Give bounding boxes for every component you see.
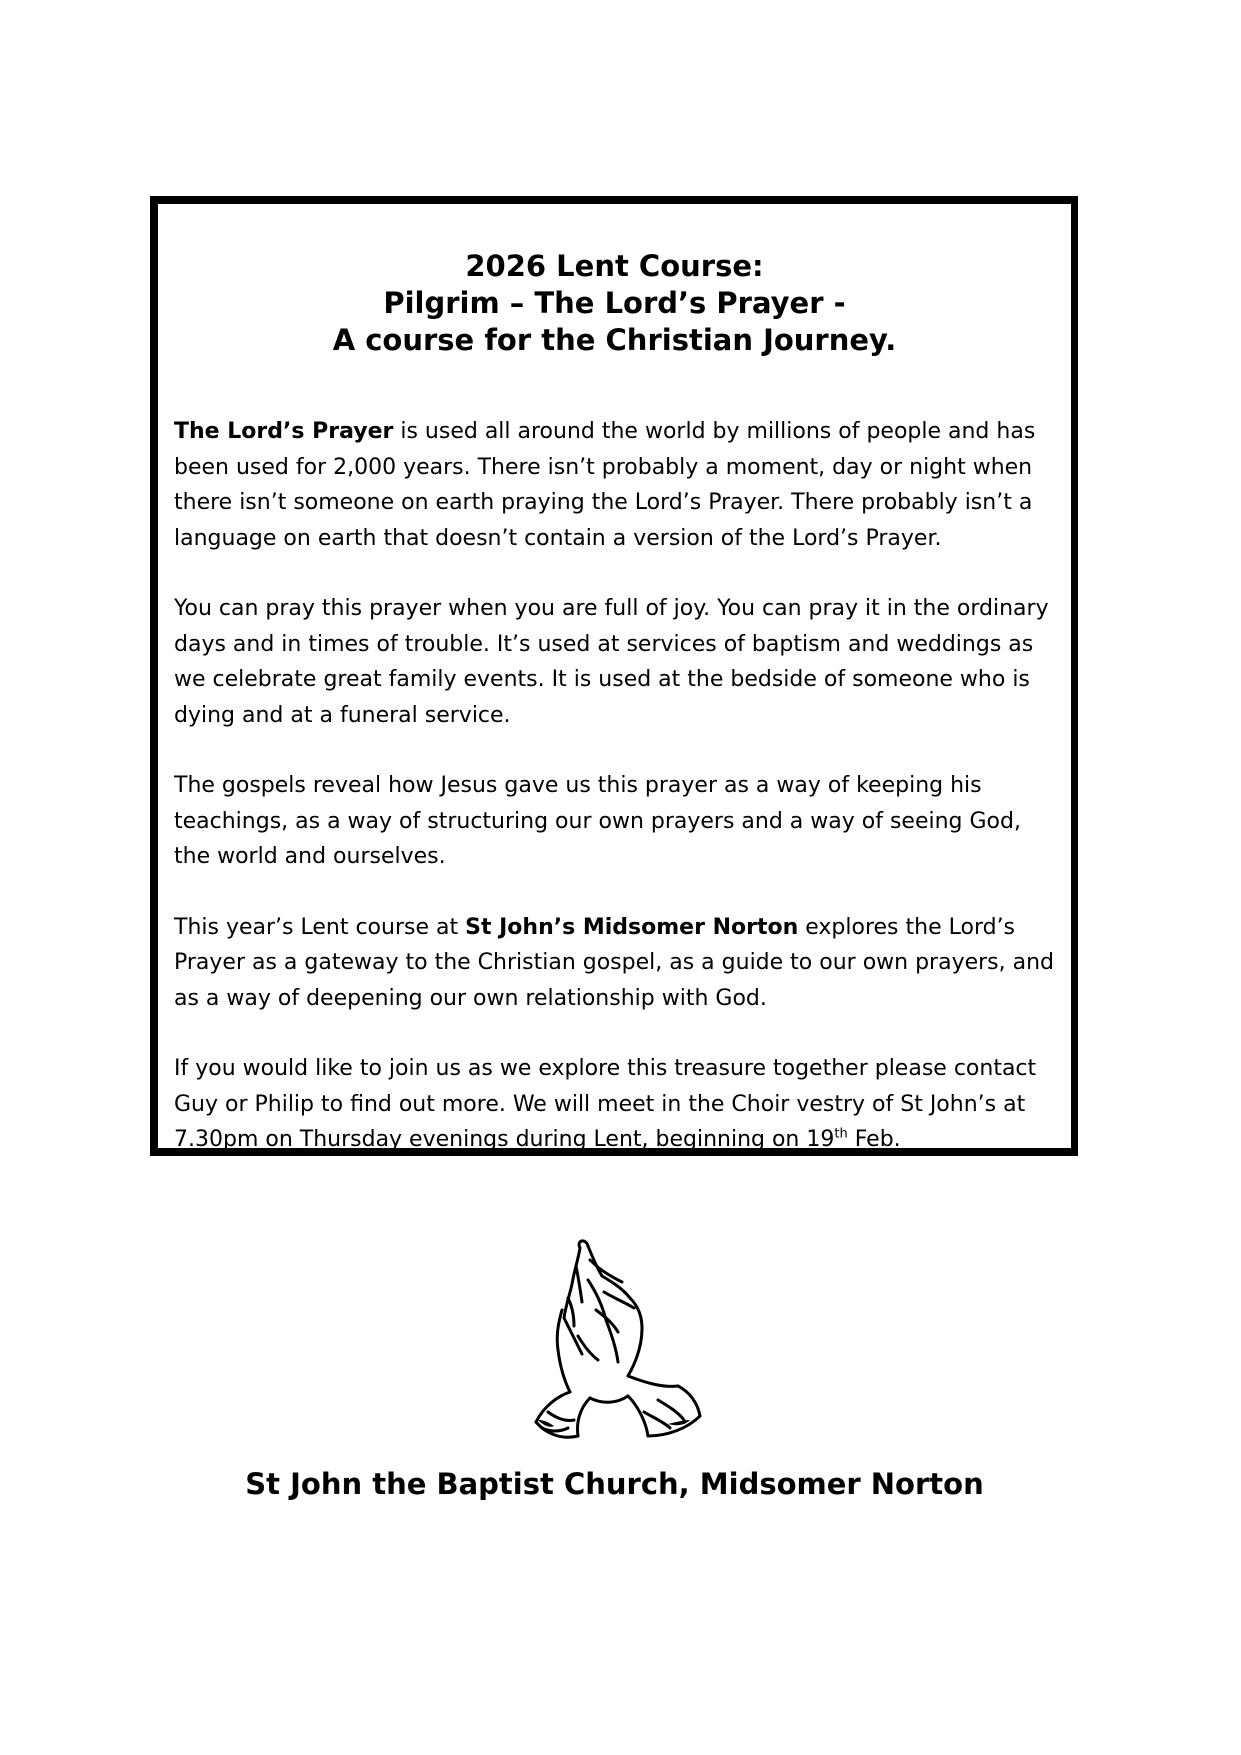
date-ordinal: th	[834, 1126, 848, 1142]
title-line-3: A course for the Christian Journey.	[332, 323, 897, 357]
paragraph-join-us	[174, 1051, 1059, 1158]
paragraph-joy: You can pray this prayer when you are full of joy. You can pray it in the ordinary days and in times of trouble. It’s used at services of baptism and weddings as we celebrate great family events. It is used at the bedside of someone who is dying and at a funeral service.	[174, 596, 1049, 728]
title-line-1: 2026 Lent Course:	[465, 249, 764, 283]
lords-prayer-bold: The Lord’s Prayer	[174, 419, 394, 444]
paragraph-5-text: If you would like to join us as we explore this treasure together please contact Guy or Philip to find out more. We will meet in the Choir vestry of St John’s at 7.30pm on Thursday evenings during Lent, beginning on 19	[174, 1056, 1037, 1152]
paragraph-lords-prayer	[174, 414, 1059, 556]
title-line-2: Pilgrim – The Lord’s Prayer -	[383, 286, 846, 320]
poster-title	[158, 248, 1071, 359]
church-name-bold: St John’s Midsomer Norton	[465, 914, 799, 940]
body-text	[174, 414, 1059, 1193]
paragraph-gospels: The gospels reveal how Jesus gave us this prayer as a way of keeping his teachings, as a way of structuring our own prayers and a way of seeing God, the world and ourselves.	[174, 773, 1021, 869]
poster-frame	[150, 196, 1078, 1501]
paragraph-1-text: is used all around the world by millions of people and has been used for 2,000 years. There isn’t probably a moment, day or night when there isn’t someone on earth praying the Lord’s Prayer. There probably isn’t a language on earth that doesn’t contain a version of the Lord’s Prayer.	[174, 419, 1036, 551]
paragraph-4-before: This year’s Lent course at	[174, 914, 466, 940]
paragraph-5-after: Feb.	[847, 1127, 901, 1152]
praying-hands-icon	[518, 1236, 708, 1446]
paragraph-lent-course	[174, 910, 1059, 1017]
church-footer: St John the Baptist Church, Midsomer Norton	[245, 1467, 984, 1501]
paragraph-4-after: explores the Lord’s Prayer as a gateway to the Christian gospel, as a guide to our own prayers, and as a way of deepening our own relationship with God.	[174, 914, 1055, 1011]
